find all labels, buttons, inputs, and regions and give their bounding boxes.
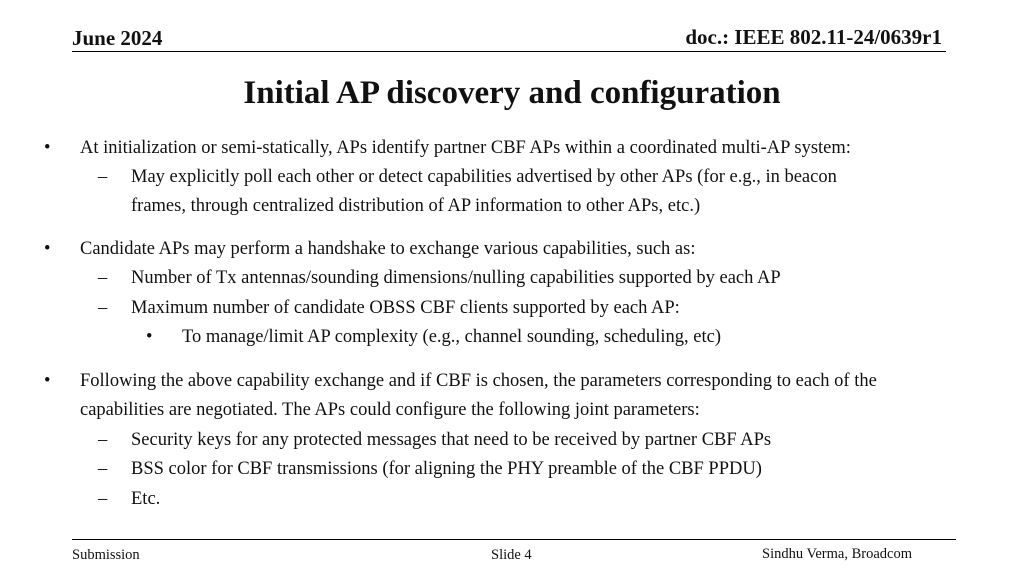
sub-bullet-marker: – <box>98 298 108 318</box>
sub-bullet-marker: – <box>98 167 108 187</box>
bullet-marker: • <box>44 138 51 158</box>
bullet-2-sub-2-sub-1-text: To manage/limit AP complexity (e.g., channel sounding, scheduling, etc) <box>182 327 722 347</box>
sub-bullet-marker: – <box>98 268 108 288</box>
bullet-3-sub-3-text: Etc. <box>131 489 161 509</box>
bullet-1-sub-1-text-cont: frames, through centralized distribution of AP information to other APs, etc.) <box>131 196 701 216</box>
footer-slide-number: Slide 4 <box>491 547 532 563</box>
header-date: June 2024 <box>72 26 163 50</box>
footer-submission: Submission <box>72 547 140 563</box>
bullet-3-sub-1-text: Security keys for any protected messages that need to be received by partner CBF APs <box>131 430 772 450</box>
bullet-2-sub-2-text: Maximum number of candidate OBSS CBF clients supported by each AP: <box>131 298 680 318</box>
bullet-3-sub-2-text: BSS color for CBF transmissions (for aligning the PHY preamble of the CBF PPDU) <box>131 459 762 479</box>
bullet-marker: • <box>44 239 51 259</box>
sub-sub-bullet-marker: • <box>146 327 153 347</box>
sub-bullet-marker: – <box>98 489 108 509</box>
slide-title: Initial AP discovery and configuration <box>243 75 781 111</box>
bullet-1-text: At initialization or semi-statically, APs identify partner CBF APs within a coordinated multi-AP system: <box>80 138 851 158</box>
bullet-3-text-cont: capabilities are negotiated. The APs could configure the following joint parameters: <box>80 400 700 420</box>
bullet-1-sub-1-text: May explicitly poll each other or detect capabilities advertised by other APs (for e.g., in beacon <box>131 167 837 187</box>
bullet-3-text: Following the above capability exchange and if CBF is chosen, the parameters corresponding to each of the <box>80 371 877 391</box>
bullet-marker: • <box>44 371 51 391</box>
footer-author: Sindhu Verma, Broadcom <box>762 546 912 562</box>
bullet-2-sub-1-text: Number of Tx antennas/sounding dimensions/nulling capabilities supported by each AP <box>131 268 781 288</box>
sub-bullet-marker: – <box>98 430 108 450</box>
sub-bullet-marker: – <box>98 459 108 479</box>
footer-divider <box>72 539 956 540</box>
header-doc-id: doc.: IEEE 802.11-24/0639r1 <box>685 25 942 49</box>
bullet-2-text: Candidate APs may perform a handshake to exchange various capabilities, such as: <box>80 239 696 259</box>
